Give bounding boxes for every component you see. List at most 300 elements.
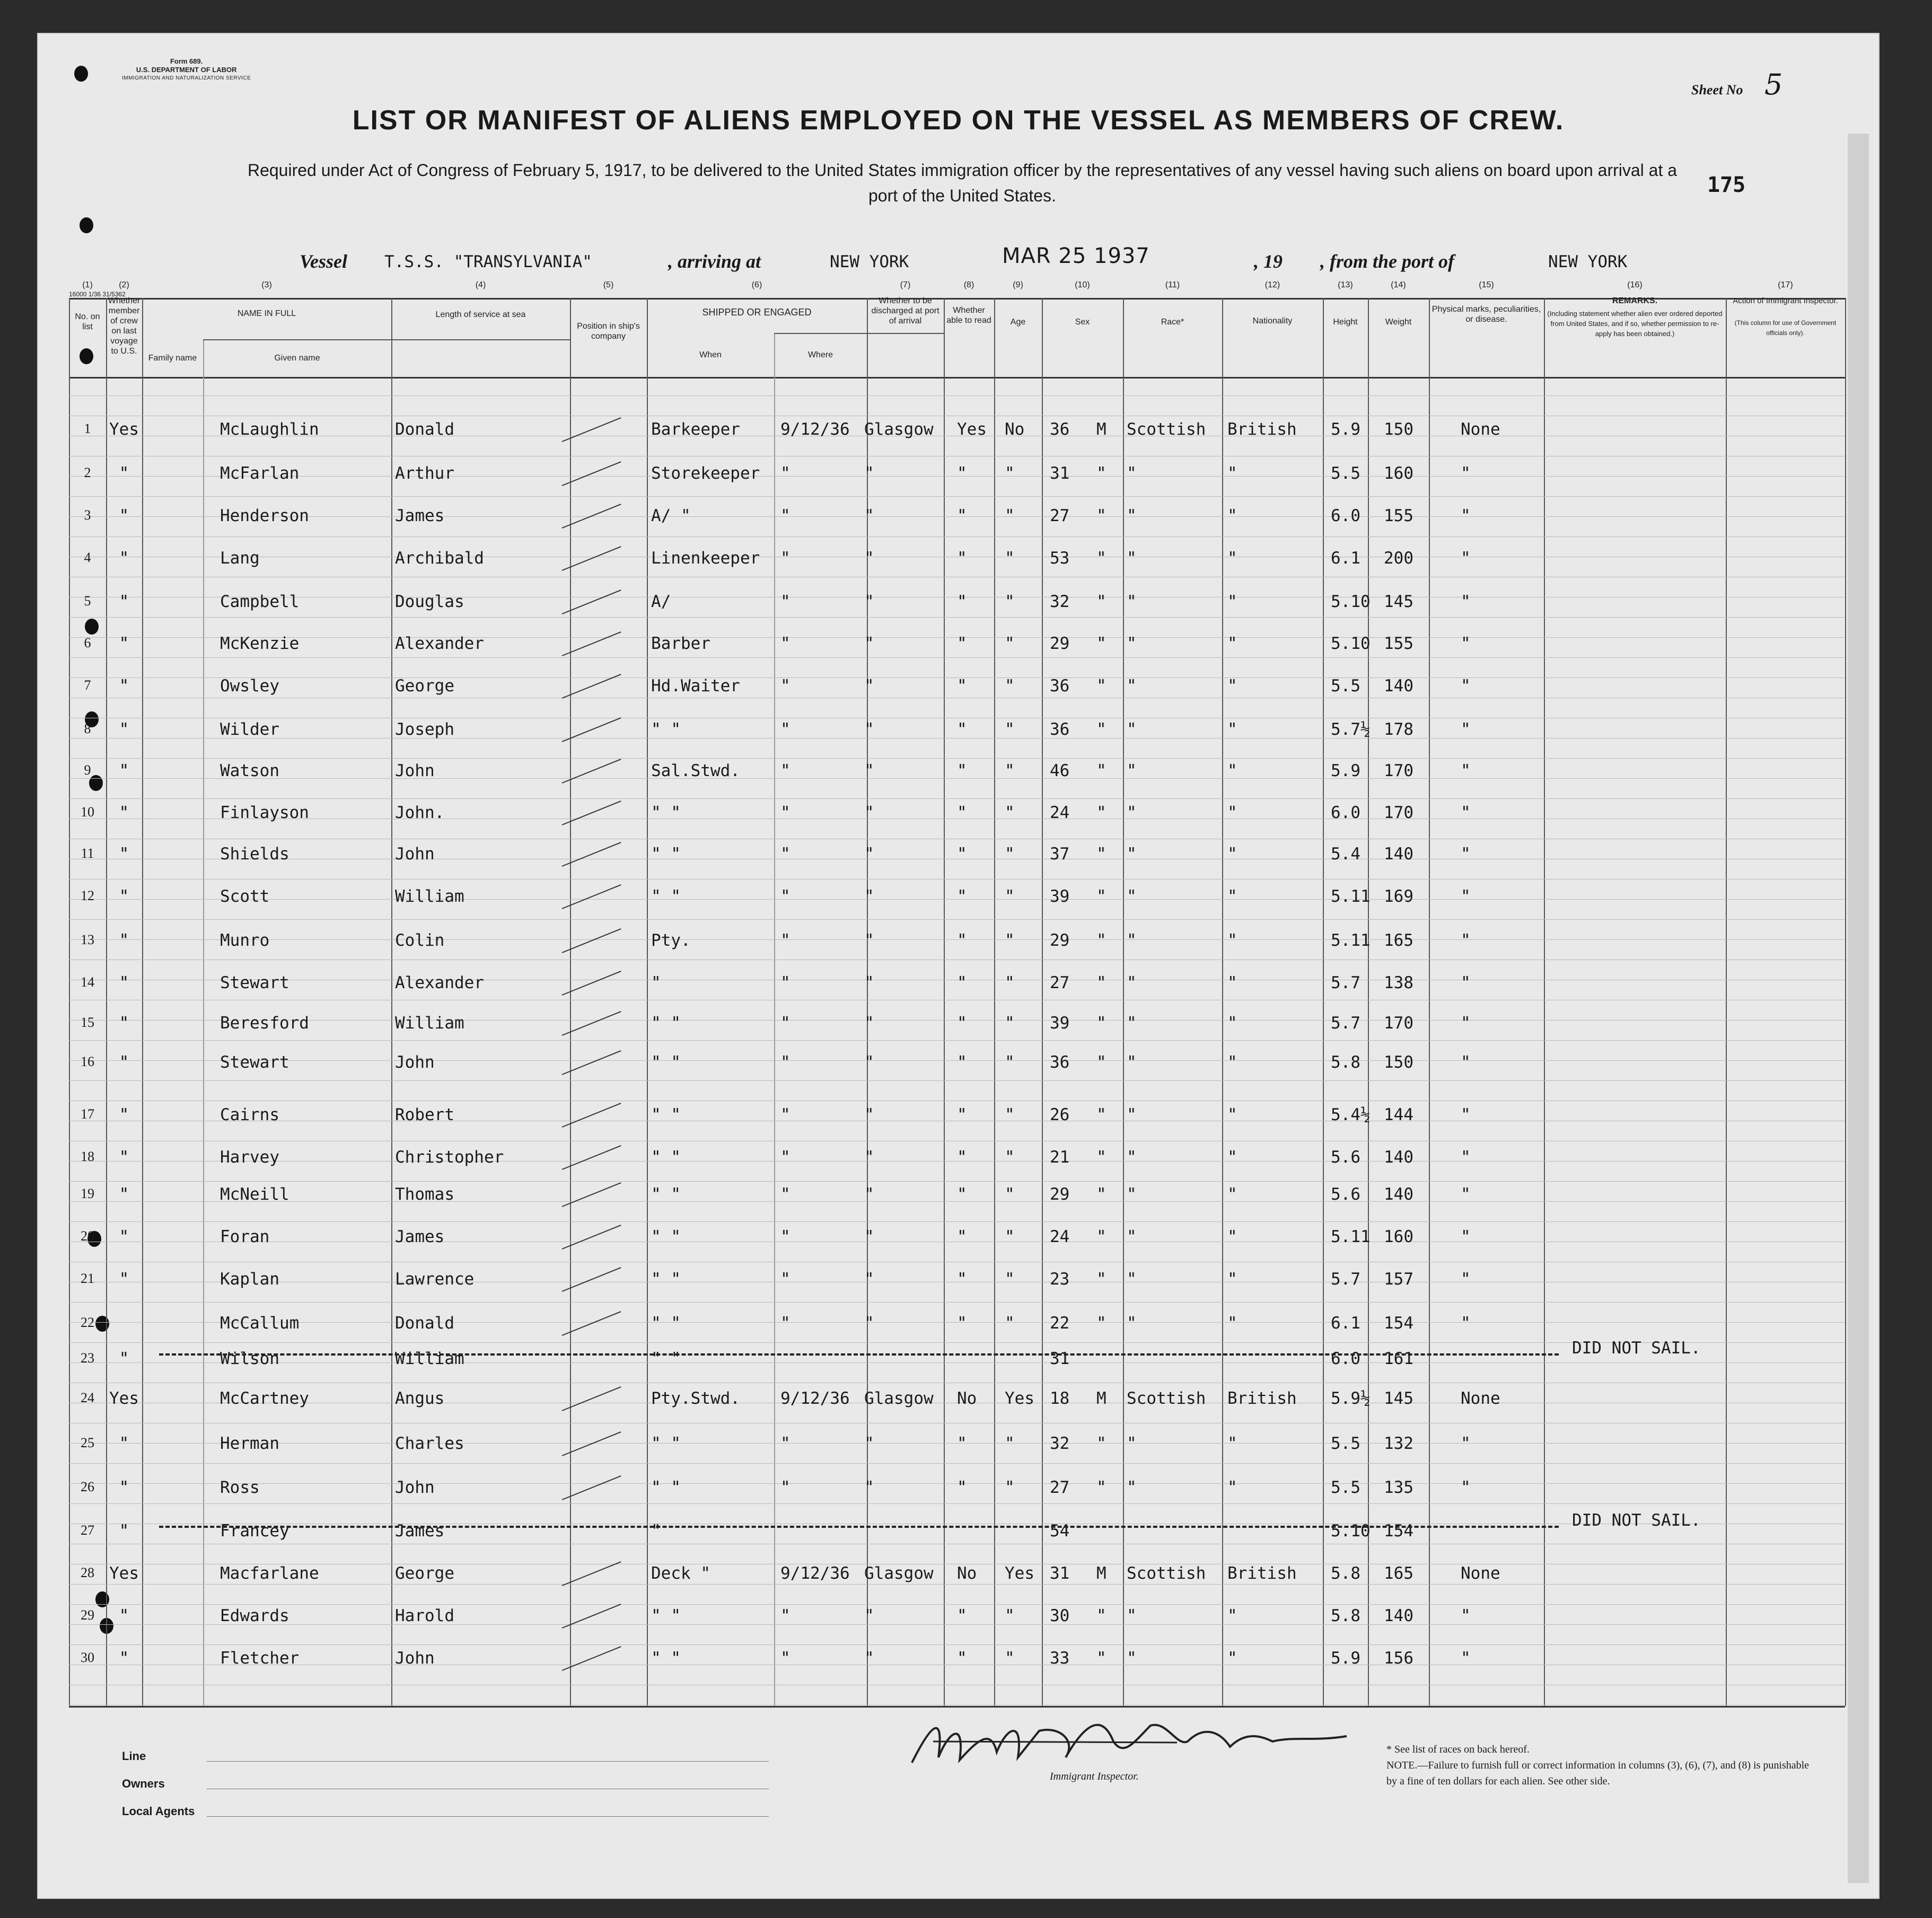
given-name-cell: John	[395, 844, 435, 864]
age-cell: 36	[1050, 420, 1070, 439]
given-name-cell: Angus	[395, 1389, 445, 1408]
sex-cell: "	[1096, 634, 1106, 653]
nationality-cell: "	[1227, 592, 1237, 611]
race-cell: "	[1127, 1148, 1137, 1167]
sex-cell: "	[1096, 973, 1106, 992]
previous-voyage-cell: "	[119, 1105, 129, 1124]
able-to-read-cell: "	[1005, 1649, 1015, 1668]
sex-cell: "	[1096, 592, 1106, 611]
given-name-cell: Christopher	[395, 1148, 504, 1167]
row-number: 24	[81, 1390, 94, 1405]
previous-voyage-cell: "	[119, 1521, 129, 1541]
sex-cell: "	[1096, 844, 1106, 864]
position-cell: Pty.	[651, 931, 691, 950]
nationality-cell: "	[1227, 844, 1237, 864]
age-cell: 29	[1050, 634, 1070, 653]
height-cell: 5.9	[1331, 1649, 1360, 1668]
given-name-cell: Douglas	[395, 592, 464, 611]
shipped-when-cell: "	[780, 973, 791, 992]
ruled-line	[69, 1181, 1845, 1182]
position-cell: Barber	[651, 634, 710, 653]
column-number-4: (4)	[475, 280, 486, 289]
age-cell: 27	[1050, 1478, 1070, 1497]
page-edge	[1848, 134, 1869, 1883]
weight-cell: 154	[1384, 1314, 1413, 1333]
position-cell: Pty.Stwd.	[651, 1389, 740, 1408]
weight-cell: 145	[1384, 592, 1413, 611]
position-cell: " "	[651, 1105, 681, 1124]
column-number-2: (2)	[119, 280, 129, 289]
race-cell: "	[1127, 887, 1137, 906]
previous-voyage-cell: Yes	[109, 1389, 139, 1408]
race-cell: "	[1127, 464, 1137, 483]
able-to-read-cell: "	[1005, 1478, 1015, 1497]
race-cell: Scottish	[1127, 1564, 1206, 1583]
race-cell: "	[1127, 1053, 1137, 1072]
position-cell: " "	[651, 887, 681, 906]
weight-cell: 161	[1384, 1349, 1413, 1368]
header-able-to-read: Whether able to read	[946, 306, 991, 325]
date-stamp: MAR 25 1937	[1002, 244, 1150, 268]
nationality-cell: "	[1227, 720, 1237, 739]
family-name-cell: Munro	[220, 931, 270, 950]
weight-cell: 165	[1384, 931, 1413, 950]
physical-marks-cell: "	[1461, 506, 1471, 525]
family-name-cell: McCartney	[220, 1389, 309, 1408]
ruled-line	[69, 617, 1845, 618]
header-where: Where	[807, 350, 833, 359]
arriving-label: , arriving at	[668, 251, 761, 272]
discharged-cell: "	[957, 1185, 967, 1204]
ruled-line	[69, 758, 1845, 759]
discharged-cell: No	[957, 1564, 977, 1583]
age-cell: 21	[1050, 1148, 1070, 1167]
row-number: 11	[81, 846, 94, 861]
ruled-line	[69, 919, 1845, 920]
sex-cell: M	[1096, 1564, 1106, 1583]
previous-voyage-cell: Yes	[109, 420, 139, 439]
column-rule	[944, 298, 945, 1706]
row-number: 22	[81, 1315, 94, 1330]
physical-marks-cell: "	[1461, 1649, 1471, 1668]
given-name-cell: Robert	[395, 1105, 454, 1124]
row-number: 25	[81, 1435, 94, 1450]
strikethrough-line	[159, 1526, 1559, 1528]
nationality-cell: "	[1227, 676, 1237, 696]
header-inspector-action: Action of Immigrant Inspector.	[1733, 296, 1838, 305]
column-rule	[1544, 298, 1545, 1706]
height-cell: 5.5	[1331, 1434, 1360, 1453]
position-cell: " "	[651, 803, 681, 822]
family-name-cell: McNeill	[220, 1185, 289, 1204]
shipped-when-cell: 9/12/36	[780, 1389, 850, 1408]
shipped-when-cell: "	[780, 720, 791, 739]
weight-cell: 155	[1384, 506, 1413, 525]
shipped-when-cell: "	[780, 506, 791, 525]
discharged-cell: "	[957, 1478, 967, 1497]
column-number-15: (15)	[1479, 280, 1494, 289]
weight-cell: 145	[1384, 1389, 1413, 1408]
column-number-9: (9)	[1013, 280, 1023, 289]
row-number: 21	[81, 1271, 94, 1286]
row-number: 19	[81, 1186, 94, 1201]
column-rule	[69, 298, 70, 1706]
family-name-cell: Ross	[220, 1478, 260, 1497]
nationality-cell: British	[1227, 420, 1297, 439]
discharged-cell: "	[957, 973, 967, 992]
header-age: Age	[1010, 318, 1026, 327]
weight-cell: 140	[1384, 676, 1413, 696]
given-name-cell: William	[395, 887, 464, 906]
height-cell: 5.5	[1331, 1478, 1360, 1497]
row-number: 12	[81, 888, 94, 903]
family-name-cell: Shields	[220, 844, 289, 864]
given-name-cell: Arthur	[395, 464, 454, 483]
given-name-cell: Thomas	[395, 1185, 454, 1204]
nationality-cell: "	[1227, 931, 1237, 950]
family-name-cell: Francey	[220, 1521, 289, 1541]
row-number: 9	[84, 762, 91, 778]
vessel-label: Vessel	[300, 251, 347, 272]
binder-hole	[85, 619, 99, 635]
ruled-line	[69, 536, 1845, 537]
previous-voyage-cell: "	[119, 887, 129, 906]
shipped-where-cell: "	[864, 1434, 874, 1453]
weight-cell: 140	[1384, 844, 1413, 864]
able-to-read-cell: "	[1005, 720, 1015, 739]
previous-voyage-cell: "	[119, 1270, 129, 1289]
column-rule	[391, 298, 392, 1706]
age-cell: 39	[1050, 1014, 1070, 1033]
given-name-cell: Lawrence	[395, 1270, 475, 1289]
row-number: 2	[84, 465, 91, 480]
discharged-cell: "	[957, 634, 967, 653]
physical-marks-cell: "	[1461, 761, 1471, 780]
able-to-read-cell: "	[1005, 973, 1015, 992]
height-cell: 5.9½	[1331, 1389, 1371, 1408]
physical-marks-cell: "	[1461, 720, 1471, 739]
weight-cell: 170	[1384, 1014, 1413, 1033]
previous-voyage-cell: "	[119, 1014, 129, 1033]
height-cell: 5.4½	[1331, 1105, 1371, 1124]
shipped-when-cell: "	[780, 676, 791, 696]
sex-cell: "	[1096, 1270, 1106, 1289]
height-cell: 5.8	[1331, 1564, 1360, 1583]
page-subtitle: Required under Act of Congress of February 5, 1917, to be delivered to the United States immigration officer by the representatives of any vessel having such aliens on board upon arrival at a port of the United States.	[247, 161, 1678, 205]
header-length-of-service: Length of service at sea	[435, 310, 526, 319]
position-cell: " "	[651, 720, 681, 739]
family-name-cell: Cairns	[220, 1105, 279, 1124]
weight-cell: 170	[1384, 761, 1413, 780]
height-cell: 5.4	[1331, 844, 1360, 864]
local-agents-rule	[207, 1816, 769, 1817]
shipped-where-cell: "	[864, 464, 874, 483]
position-cell: "	[651, 973, 661, 992]
age-cell: 37	[1050, 844, 1070, 864]
able-to-read-cell: "	[1005, 1227, 1015, 1246]
column-rule	[1726, 298, 1727, 1706]
header-name-in-full: NAME IN FULL	[237, 309, 296, 318]
given-name-cell: Alexander	[395, 634, 484, 653]
column-number-10: (10)	[1075, 280, 1090, 289]
header-inspector-action-sub: (This column for use of Government officials only).	[1734, 319, 1837, 337]
arriving-port: NEW YORK	[830, 252, 909, 271]
header-family-name: Family name	[148, 354, 197, 363]
column-rule	[142, 298, 143, 1706]
discharged-cell: "	[957, 549, 967, 568]
physical-marks-cell: "	[1461, 592, 1471, 611]
family-name-cell: McCallum	[220, 1314, 300, 1333]
shipped-where-cell: "	[864, 931, 874, 950]
shipped-where-cell: "	[864, 676, 874, 696]
physical-marks-cell: "	[1461, 1053, 1471, 1072]
shipped-where-cell: "	[864, 1606, 874, 1625]
able-to-read-cell: "	[1005, 1434, 1015, 1453]
position-cell: Barkeeper	[651, 420, 740, 439]
nationality-cell: "	[1227, 1053, 1237, 1072]
shipped-where-cell: Glasgow	[864, 420, 934, 439]
height-cell: 5.9	[1331, 420, 1360, 439]
discharged-cell: "	[957, 1014, 967, 1033]
sex-cell: "	[1096, 1314, 1106, 1333]
ruled-line	[69, 1302, 1845, 1303]
shipped-where-cell: "	[864, 549, 874, 568]
discharged-cell: "	[957, 844, 967, 864]
discharged-cell: "	[957, 803, 967, 822]
vessel-name: T.S.S. "TRANSYLVANIA"	[384, 252, 592, 271]
column-rule	[647, 298, 648, 1706]
discharged-cell: "	[957, 761, 967, 780]
owners-label: Owners	[122, 1777, 165, 1790]
given-name-cell: George	[395, 676, 454, 696]
age-cell: 29	[1050, 1185, 1070, 1204]
shipped-where-cell: "	[864, 506, 874, 525]
height-cell: 5.7	[1331, 1014, 1360, 1033]
ruled-line	[69, 1463, 1845, 1464]
discharged-cell: "	[957, 1227, 967, 1246]
race-cell: "	[1127, 973, 1137, 992]
page-title: LIST OR MANIFEST OF ALIENS EMPLOYED ON THE VESSEL AS MEMBERS OF CREW.	[352, 105, 1565, 136]
position-cell: " "	[651, 1185, 681, 1204]
column-rule	[1042, 298, 1043, 1706]
shipped-where-cell: "	[864, 1649, 874, 1668]
shipped-when-cell: "	[780, 1270, 791, 1289]
stamp-number: 175	[1707, 173, 1746, 197]
line-label: Line	[122, 1749, 146, 1763]
position-cell: " "	[651, 1014, 681, 1033]
column-rule	[1222, 298, 1223, 1706]
shipped-where-cell: Glasgow	[864, 1564, 934, 1583]
height-cell: 5.7	[1331, 1270, 1360, 1289]
shipped-where-cell: "	[864, 1014, 874, 1033]
physical-marks-cell: "	[1461, 549, 1471, 568]
sex-cell: "	[1096, 1434, 1106, 1453]
race-cell: "	[1127, 1014, 1137, 1033]
race-cell: "	[1127, 1227, 1137, 1246]
shipped-when-cell: "	[780, 844, 791, 864]
sex-cell: "	[1096, 1148, 1106, 1167]
sex-cell: "	[1096, 1014, 1106, 1033]
discharged-cell: "	[957, 1314, 967, 1333]
height-cell: 5.10	[1331, 1521, 1371, 1541]
age-cell: 24	[1050, 803, 1070, 822]
previous-voyage-cell: "	[119, 464, 129, 483]
given-name-cell: Archibald	[395, 549, 484, 568]
race-cell: "	[1127, 1434, 1137, 1453]
sex-cell: "	[1096, 1105, 1106, 1124]
height-cell: 5.5	[1331, 464, 1360, 483]
column-number-6: (6)	[751, 280, 762, 289]
race-cell: "	[1127, 1649, 1137, 1668]
height-cell: 5.7½	[1331, 720, 1371, 739]
line-rule	[207, 1761, 769, 1762]
service-name: IMMIGRATION AND NATURALIZATION SERVICE	[122, 75, 251, 81]
given-name-cell: William	[395, 1349, 464, 1368]
previous-voyage-cell: "	[119, 1349, 129, 1368]
row-number: 26	[81, 1479, 94, 1494]
shipped-when-cell: "	[780, 592, 791, 611]
height-cell: 5.11	[1331, 1227, 1371, 1246]
previous-voyage-cell: "	[119, 1227, 129, 1246]
header-race: Race*	[1161, 318, 1184, 327]
able-to-read-cell: "	[1005, 1270, 1015, 1289]
sex-cell: M	[1096, 420, 1106, 439]
given-name-cell: Donald	[395, 420, 454, 439]
print-code: 16000 1/36 31/5362	[69, 291, 126, 298]
race-cell: "	[1127, 1478, 1137, 1497]
given-name-cell: John	[395, 1053, 435, 1072]
ruled-line	[69, 1362, 1845, 1363]
physical-marks-cell: "	[1461, 634, 1471, 653]
binder-hole	[95, 1591, 109, 1607]
inspector-label: Immigrant Inspector.	[1050, 1771, 1139, 1782]
races-note: * See list of races on back hereof.	[1386, 1744, 1530, 1755]
nationality-cell: "	[1227, 1227, 1237, 1246]
discharged-cell: "	[957, 720, 967, 739]
weight-cell: 160	[1384, 464, 1413, 483]
race-cell: "	[1127, 549, 1137, 568]
column-number-12: (12)	[1264, 280, 1280, 289]
given-name-cell: Charles	[395, 1434, 464, 1453]
nationality-cell: "	[1227, 1649, 1237, 1668]
shipped-when-cell: "	[780, 931, 791, 950]
shipped-when-cell: 9/12/36	[780, 1564, 850, 1583]
discharged-cell: "	[957, 676, 967, 696]
sex-cell: "	[1096, 1606, 1106, 1625]
race-cell: "	[1127, 803, 1137, 822]
physical-marks-cell: "	[1461, 676, 1471, 696]
able-to-read-cell: "	[1005, 549, 1015, 568]
row-number: 27	[81, 1523, 94, 1538]
sex-cell: "	[1096, 720, 1106, 739]
able-to-read-cell: Yes	[1005, 1564, 1034, 1583]
family-name-cell: Beresford	[220, 1014, 309, 1033]
weight-cell: 150	[1384, 1053, 1413, 1072]
physical-marks-cell: "	[1461, 1314, 1471, 1333]
shipped-when-cell: "	[780, 1478, 791, 1497]
nationality-cell: "	[1227, 634, 1237, 653]
row-number: 30	[81, 1650, 94, 1665]
shipped-when-cell: 9/12/36	[780, 420, 850, 439]
previous-voyage-cell: "	[119, 973, 129, 992]
sex-cell: "	[1096, 464, 1106, 483]
weight-cell: 140	[1384, 1185, 1413, 1204]
row-number: 6	[84, 635, 91, 650]
race-cell: Scottish	[1127, 1389, 1206, 1408]
previous-voyage-cell: "	[119, 803, 129, 822]
height-cell: 6.1	[1331, 549, 1360, 568]
height-cell: 5.6	[1331, 1148, 1360, 1167]
able-to-read-cell: "	[1005, 1314, 1015, 1333]
previous-voyage-cell: "	[119, 1148, 129, 1167]
age-cell: 27	[1050, 973, 1070, 992]
discharged-cell: "	[957, 1148, 967, 1167]
height-cell: 6.0	[1331, 1349, 1360, 1368]
remarks-cell: DID NOT SAIL.	[1572, 1511, 1701, 1530]
column-rule	[774, 333, 775, 1706]
given-name-cell: Joseph	[395, 720, 454, 739]
header-weight: Weight	[1385, 318, 1412, 327]
age-cell: 31	[1050, 1564, 1070, 1583]
weight-cell: 200	[1384, 549, 1413, 568]
able-to-read-cell: "	[1005, 506, 1015, 525]
row-number: 28	[81, 1565, 94, 1580]
given-name-cell: James	[395, 506, 445, 525]
row-number: 10	[81, 804, 94, 820]
column-number-3: (3)	[261, 280, 272, 289]
previous-voyage-cell: "	[119, 1478, 129, 1497]
local-agents-label: Local Agents	[122, 1805, 195, 1818]
nationality-cell: "	[1227, 887, 1237, 906]
family-name-cell: Edwards	[220, 1606, 289, 1625]
row-number: 7	[84, 678, 91, 693]
previous-voyage-cell: "	[119, 676, 129, 696]
shipped-where-cell: "	[864, 1227, 874, 1246]
family-name-cell: Harvey	[220, 1148, 279, 1167]
position-cell: " "	[651, 1314, 681, 1333]
row-number: 13	[81, 932, 94, 947]
ruled-line	[69, 1584, 1845, 1585]
family-name-cell: McKenzie	[220, 634, 300, 653]
previous-voyage-cell: "	[119, 931, 129, 950]
row-number: 29	[81, 1607, 94, 1623]
previous-voyage-cell: "	[119, 761, 129, 780]
header-shipped-or-engaged: SHIPPED OR ENGAGED	[702, 307, 812, 318]
from-port: NEW YORK	[1548, 252, 1628, 271]
able-to-read-cell: "	[1005, 844, 1015, 864]
shipped-when-cell: "	[780, 464, 791, 483]
sex-cell: "	[1096, 803, 1106, 822]
height-cell: 5.8	[1331, 1606, 1360, 1625]
column-number-11: (11)	[1165, 280, 1180, 289]
shipped-when-cell: "	[780, 1314, 791, 1333]
family-name-cell: Watson	[220, 761, 279, 780]
shipped-where-cell: Glasgow	[864, 1389, 934, 1408]
race-cell: "	[1127, 761, 1137, 780]
nationality-cell: "	[1227, 1148, 1237, 1167]
family-name-cell: Stewart	[220, 973, 289, 992]
nationality-cell: British	[1227, 1389, 1297, 1408]
name-subheader-rule	[203, 339, 570, 340]
nationality-cell: "	[1227, 1606, 1237, 1625]
penalty-note: NOTE.—Failure to furnish full or correct information in columns (3), (6), (7), and (8) is punishable by a fine of ten dollars for each alien. See other side.	[1386, 1759, 1810, 1787]
column-rule	[1368, 298, 1369, 1706]
race-cell: Scottish	[1127, 420, 1206, 439]
weight-cell: 138	[1384, 973, 1413, 992]
nationality-cell: "	[1227, 464, 1237, 483]
position-cell: " "	[651, 1434, 681, 1453]
shipped-when-cell: "	[780, 1053, 791, 1072]
